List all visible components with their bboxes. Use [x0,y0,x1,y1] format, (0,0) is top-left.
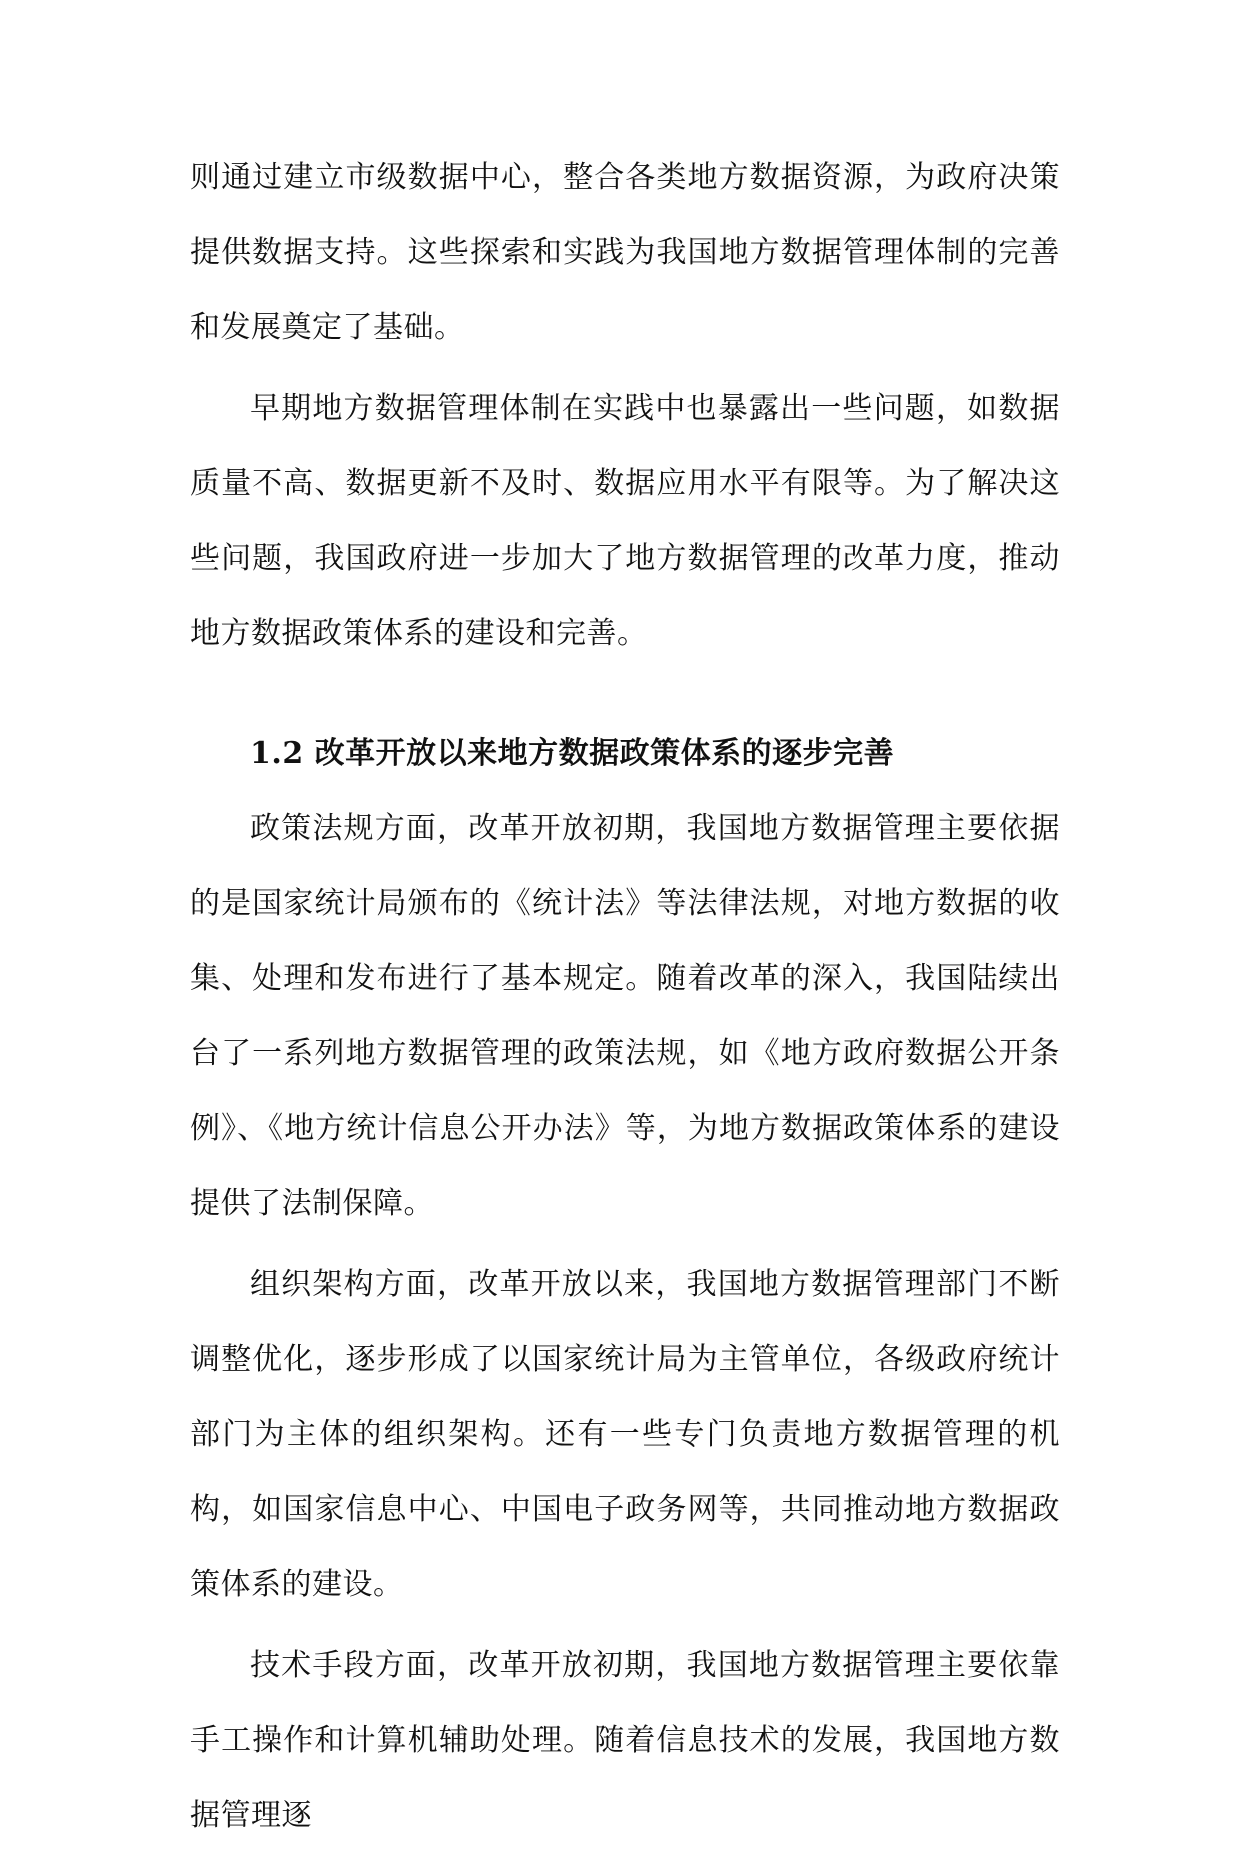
paragraph-organization: 组织架构方面，改革开放以来，我国地方数据管理部门不断调整优化，逐步形成了以国家统计局为主管单位，各级政府统计部门为主体的组织架构。还有一些专门负责地方数据管理的机构，如国家信息中心、中国电子政务网等，共同推动地方数据政策体系的建设。 [190,1267,1060,1602]
paragraph-early-problems: 早期地方数据管理体制在实践中也暴露出一些问题，如数据质量不高、数据更新不及时、数据应用水平有限等。为了解决这些问题，我国政府进一步加大了地方数据管理的改革力度，推动地方数据政策体系的建设和完善。 [190,391,1060,651]
document-page [190,140,1060,1853]
paragraph-continuation: 则通过建立市级数据中心，整合各类地方数据资源，为政府决策提供数据支持。这些探索和实践为我国地方数据管理体制的完善和发展奠定了基础。 [190,160,1060,345]
paragraph-technology: 技术手段方面，改革开放初期，我国地方数据管理主要依靠手工操作和计算机辅助处理。随着信息技术的发展，我国地方数据管理逐 [190,1648,1060,1833]
section-heading: 1.2 改革开放以来地方数据政策体系的逐步完善 [250,736,895,771]
paragraph-policy-regulations: 政策法规方面，改革开放初期，我国地方数据管理主要依据的是国家统计局颁布的《统计法》等法律法规，对地方数据的收集、处理和发布进行了基本规定。随着改革的深入，我国陆续出台了一系列地方数据管理的政策法规，如《地方政府数据公开条例》、《地方统计信息公开办法》等，为地方数据政策体系的建设提供了法制保障。 [190,811,1060,1221]
